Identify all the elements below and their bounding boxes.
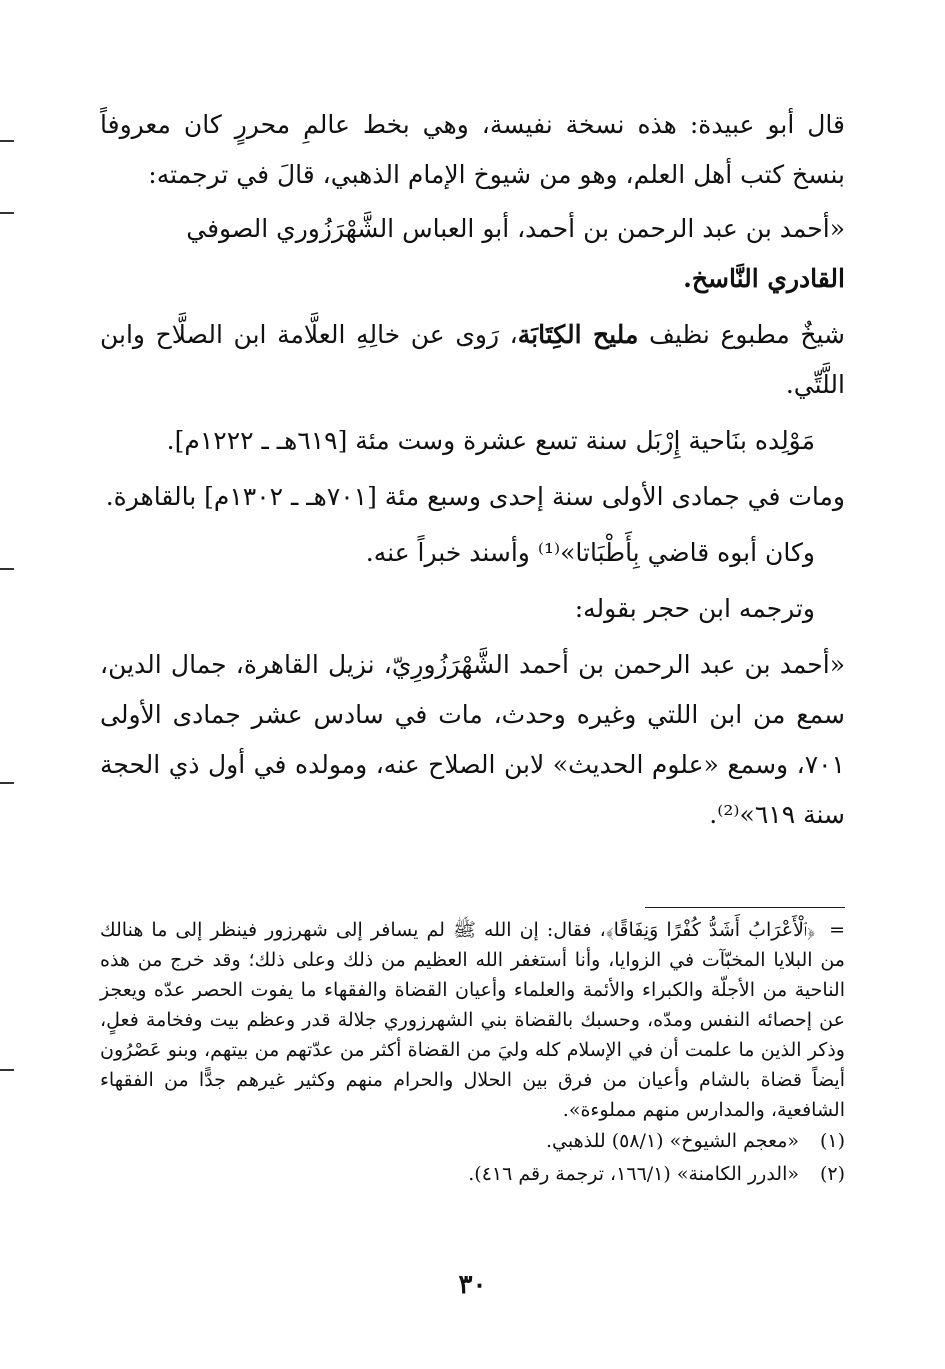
quote-part-c: ، رَوى عن خالِهِ العلَّامة ابن الصلَّاح وابن اللَّتِّي. [100, 320, 845, 399]
page-number: ٣٠ [458, 1270, 487, 1300]
footnote-continuation-text: ﴿ٱلْأَعْرَابُ أَشَدُّ كُفْرًا وَنِفَاقًا﴾، فقال: إن الله ﷺ لم يسافر إلى شهرزور فينظر إلى ما هنالك من البلايا المخبّآت في الزوايا، وأنا أستغفر الله العظيم من ذلك وعلى ذلك؛ وقد خرج من هذه الناحية من الأجلّة والكبراء والأئمة والعلماء وأعيان القضاة والفقهاء ما يفوت الحصر عدّه ويعجز عن إحصائه النفس ومدّه، وحسبك بالقضاة بني الشهرزوري جلالة قدر وعظم بيت وفخامة فعلٍ، وذكر الذين ما علمت أن في الإسلام كله وليَ من القضاة أكثر من عدّتهم من بيتهم، وبنو عَصْرُون أيضاً قضاة بالشام وأعيان من فرق بين الحلال والحرام منهم وكثير غيرهم جدًّا من الفقهاء الشافعية، والمدارس منهم مملوءة». [100, 919, 845, 1121]
paragraph-death: ومات في جمادى الأولى سنة إحدى وسبع مئة [٧٠١هـ ـ ١٣٠٢م] بالقاهرة. [105, 482, 845, 511]
paragraph-ibn-hajar-intro: وترجمه ابن حجر بقوله: [574, 594, 815, 623]
footnote-2-text: «الدرر الكامنة» (١٦٦/١، ترجمة رقم ٤١٦). [468, 1163, 799, 1185]
paragraph-birth: مَوْلِده بنَاحية إِرْبَل سنة تسع عشرة وست مئة [٦١٩هـ ـ ١٢٢٢م]. [166, 426, 815, 455]
footnote-1 [100, 1125, 845, 1158]
quote-part-a: شيخٌ مطبوع نظيف [638, 320, 845, 349]
scan-edge-mark [0, 212, 14, 214]
footnote-1-number: (١) [819, 1130, 845, 1152]
footnote-continuation [100, 915, 845, 1125]
paragraph-ibn-hajar-quote: «أحمد بن عبد الرحمن بن أحمد الشَّهْرَزُورِيّ، نزيل القاهرة، جمال الدين، سمع من ابن اللتي وغيره وحدث، مات في سادس عشر جمادى الأولى ٧٠١، وسمع «علوم الحديث» لابن الصلاح عنه، ومولده في أول ذي الحجة سنة ٦١٩»⁽²⁾. [100, 650, 845, 829]
footnote-2 [100, 1158, 845, 1191]
paragraph-dhahabi-quote-1 [100, 204, 845, 304]
quote-line-2: القادري النَّاسخ. [683, 264, 845, 293]
quote-line-1: «أحمد بن عبد الرحمن بن أحمد، أبو العباس الشَّهْرَزُوري الصوفي [186, 214, 845, 243]
main-text [100, 100, 845, 840]
scan-edge-mark [0, 140, 14, 142]
scan-edge-mark [0, 568, 14, 570]
paragraph-father: وكان أبوه قاضي بِأَطْبَاتا»⁽¹⁾ وأسند خبراً عنه. [365, 538, 815, 567]
footnote-separator [645, 907, 845, 908]
footnote-2-number: (٢) [819, 1163, 845, 1185]
continuation-marker: = [829, 919, 845, 941]
scan-edge-mark [0, 782, 14, 784]
footnotes [100, 915, 845, 1191]
quote-part-b: مليح الكِتَابَة [517, 320, 639, 349]
paragraph-abu-ubayda: قال أبو عبيدة: هذه نسخة نفيسة، وهي بخط عالمِ محررٍ كان معروفاً بنسخ كتب أهل العلم، وهو من شيوخ الإمام الذهبي، قالَ في ترجمته: [100, 110, 845, 189]
paragraph-dhahabi-quote-2 [100, 310, 845, 410]
scan-edge-mark [0, 1069, 14, 1071]
footnote-1-text: «معجم الشيوخ» (٥٨/١) للذهبي. [546, 1130, 799, 1152]
